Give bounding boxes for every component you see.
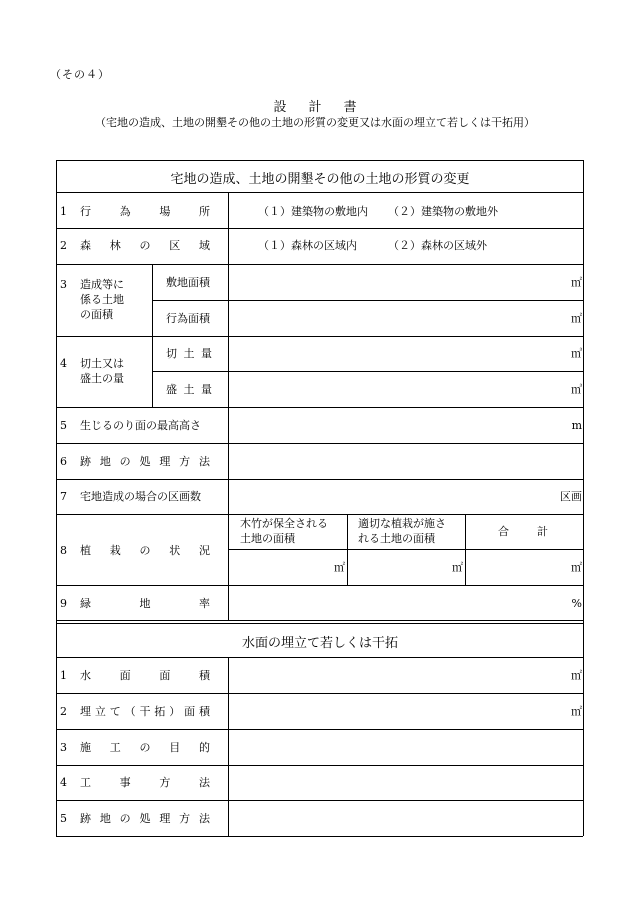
row-label-cut-fill-volume: 切土又は 盛土の量 bbox=[80, 357, 124, 385]
section-title-water-reclamation: 水面の埋立て若しくは干拓 bbox=[241, 636, 398, 651]
row-number: 1 bbox=[60, 669, 67, 682]
unit-square-meter: ㎡ bbox=[452, 561, 463, 574]
table-border-top bbox=[56, 160, 583, 161]
hline bbox=[228, 549, 583, 550]
table-border-bottom bbox=[56, 836, 583, 837]
hline bbox=[56, 623, 583, 624]
option-outside-forest-zone[interactable]: （２）森林の区域外 bbox=[388, 239, 487, 252]
row-label-site-disposal: 跡 地 の 処 理 方 法 bbox=[80, 455, 210, 468]
hline bbox=[152, 300, 583, 301]
row-label-construction-method: 工 事 方 法 bbox=[80, 776, 210, 789]
hline bbox=[56, 264, 583, 265]
row-label-green-ratio: 緑 地 率 bbox=[80, 597, 210, 610]
table-border-right bbox=[583, 160, 584, 836]
sub-label-fill-volume: 盛 土 量 bbox=[166, 383, 212, 396]
table-border-left bbox=[56, 160, 57, 836]
row-label-site-disposal: 跡 地 の 処 理 方 法 bbox=[80, 812, 210, 825]
row-number: 9 bbox=[60, 597, 67, 610]
unit-lots: 区画 bbox=[560, 490, 582, 503]
row-label-planting-status: 植 栽 の 状 況 bbox=[80, 544, 210, 557]
row-label-construction-purpose: 施 工 の 目 的 bbox=[80, 741, 210, 754]
hline bbox=[56, 800, 583, 801]
unit-cubic-meter: ㎥ bbox=[571, 383, 582, 396]
hline bbox=[56, 192, 583, 193]
row-number: 4 bbox=[60, 776, 67, 789]
page-number-label: （その４） bbox=[50, 68, 110, 81]
row-number: 4 bbox=[60, 357, 67, 370]
unit-percent: % bbox=[571, 597, 582, 610]
unit-square-meter: ㎡ bbox=[334, 561, 345, 574]
hline bbox=[56, 729, 583, 730]
row-number: 3 bbox=[60, 278, 67, 291]
unit-square-meter: ㎡ bbox=[571, 705, 582, 718]
row-number: 2 bbox=[60, 705, 67, 718]
column-header-total: 合 計 bbox=[498, 525, 548, 538]
row-number: 5 bbox=[60, 419, 67, 432]
unit-cubic-meter: ㎥ bbox=[571, 347, 582, 360]
row-number: 6 bbox=[60, 455, 67, 468]
unit-square-meter: ㎡ bbox=[571, 561, 582, 574]
sub-label-activity-area: 行為面積 bbox=[166, 312, 210, 325]
column-header-preserved-area: 木竹が保全される 土地の面積 bbox=[240, 517, 328, 545]
hline bbox=[56, 443, 583, 444]
section-title-land-alteration: 宅地の造成、土地の開墾その他の土地の形質の変更 bbox=[170, 172, 470, 187]
row-label-forest-zone: 森 林 の 区 域 bbox=[80, 239, 210, 252]
hline bbox=[56, 765, 583, 766]
unit-meter: m bbox=[571, 419, 582, 432]
hline bbox=[152, 371, 583, 372]
hline bbox=[56, 657, 583, 658]
row-number: 1 bbox=[60, 205, 67, 218]
hline bbox=[56, 514, 583, 515]
option-outside-building-site[interactable]: （２）建築物の敷地外 bbox=[388, 205, 498, 218]
row-label-reclamation-area: 埋 立 て （ 干 拓 ） 面 積 bbox=[80, 705, 210, 718]
hline bbox=[56, 620, 583, 621]
row-label-activity-location: 行 為 場 所 bbox=[80, 205, 210, 218]
vline bbox=[228, 657, 229, 836]
hline bbox=[56, 336, 583, 337]
vline bbox=[152, 264, 153, 407]
row-number: 5 bbox=[60, 812, 67, 825]
vline bbox=[228, 192, 229, 620]
sub-label-site-area: 敷地面積 bbox=[166, 276, 210, 289]
row-number: 2 bbox=[60, 239, 67, 252]
document-subtitle: （宅地の造成、土地の開墾その他の土地の形質の変更又は水面の埋立て若しくは干拓用） bbox=[95, 116, 535, 129]
vline bbox=[465, 514, 466, 585]
sub-label-cut-volume: 切 土 量 bbox=[166, 347, 212, 360]
option-inside-building-site[interactable]: （１）建築物の敷地内 bbox=[258, 205, 368, 218]
hline bbox=[56, 407, 583, 408]
hline bbox=[56, 228, 583, 229]
document-title: 設計書 bbox=[273, 100, 379, 115]
unit-square-meter: ㎡ bbox=[571, 312, 582, 325]
row-number: 3 bbox=[60, 741, 67, 754]
vline bbox=[347, 514, 348, 585]
unit-square-meter: ㎡ bbox=[571, 669, 582, 682]
row-number: 8 bbox=[60, 544, 67, 557]
row-label-water-area: 水 面 面 積 bbox=[80, 669, 210, 682]
hline bbox=[56, 693, 583, 694]
row-label-lot-count: 宅地造成の場合の区画数 bbox=[80, 490, 201, 503]
option-inside-forest-zone[interactable]: （１）森林の区域内 bbox=[258, 239, 357, 252]
hline bbox=[56, 585, 583, 586]
hline bbox=[56, 479, 583, 480]
row-label-max-slope-height: 生じるのり面の最高高さ bbox=[80, 419, 201, 432]
unit-square-meter: ㎡ bbox=[571, 276, 582, 289]
column-header-planted-area: 適切な植栽が施さ れる土地の面積 bbox=[358, 517, 446, 545]
row-number: 7 bbox=[60, 490, 67, 503]
row-label-land-area: 造成等に 係る土地 の面積 bbox=[80, 278, 124, 321]
